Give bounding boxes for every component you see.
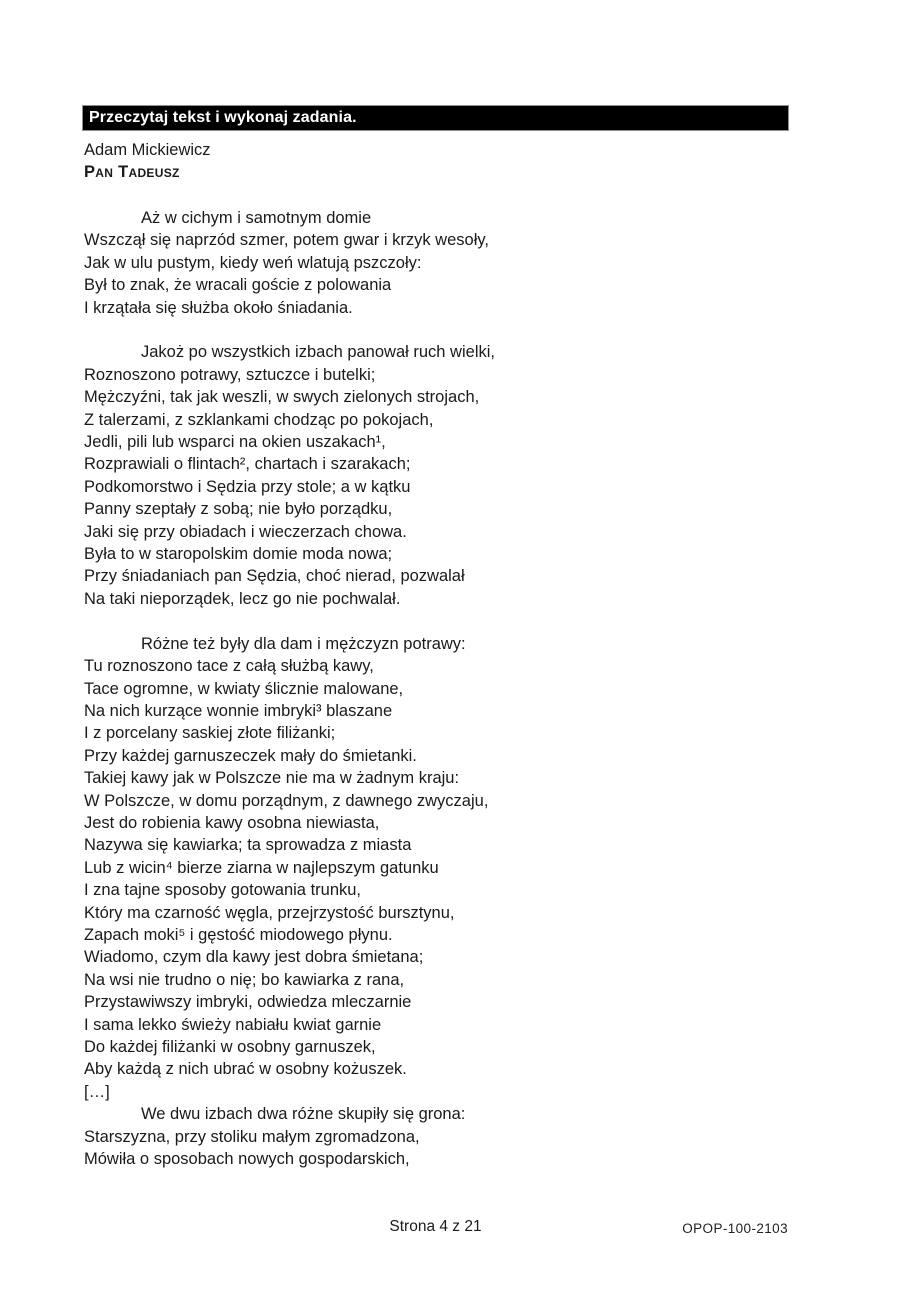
poem-line: Wiadomo, czym dla kawy jest dobra śmietana; bbox=[84, 948, 424, 967]
poem-line: Był to znak, że wracali goście z polowania bbox=[84, 276, 392, 295]
poem-line: Zapach moki⁵ i gęstość miodowego płynu. bbox=[84, 925, 393, 944]
poem-line: Mężczyźni, tak jak weszli, w swych zielonych strojach, bbox=[84, 388, 480, 407]
poem-line: Wszczął się naprzód szmer, potem gwar i krzyk wesoły, bbox=[84, 231, 489, 250]
author-name: Adam Mickiewicz bbox=[84, 141, 211, 159]
poem-line: Takiej kawy jak w Polszcze nie ma w żadnym kraju: bbox=[84, 769, 460, 788]
stanza bbox=[84, 633, 744, 1171]
poem-line: Nazywa się kawiarka; ta sprowadza z miasta bbox=[84, 836, 412, 855]
work-title: Pan Tadeusz bbox=[84, 163, 180, 181]
poem-line: Roznoszono potrawy, sztuczce i butelki; bbox=[84, 365, 376, 384]
poem-line: I krzątała się służba około śniadania. bbox=[84, 298, 353, 317]
poem-line: Różne też były dla dam i mężczyzn potrawy: bbox=[141, 634, 466, 653]
poem-line: I z porcelany saskiej złote filiżanki; bbox=[84, 724, 336, 743]
stanza bbox=[84, 341, 744, 610]
poem-line: Aby każdą z nich ubrać w osobny kożuszek. bbox=[84, 1060, 407, 1079]
stanza bbox=[84, 207, 744, 319]
poem-line: Aż w cichym i samotnym domie bbox=[141, 209, 372, 227]
poem-line: Tace ogromne, w kwiaty ślicznie malowane, bbox=[84, 679, 404, 698]
poem-line: Przystawiwszy imbryki, odwiedza mleczarnie bbox=[84, 993, 412, 1012]
page-number: Strona 4 z 21 bbox=[389, 1218, 482, 1235]
poem-line: Lub z wicin⁴ bierze ziarna w najlepszym gatunku bbox=[84, 858, 439, 877]
poem-line: Tu roznoszono tace z całą służbą kawy, bbox=[84, 657, 374, 676]
poem-line: Przy śniadaniach pan Sędzia, choć nierad, pozwalał bbox=[84, 567, 465, 586]
poem-line: I zna tajne sposoby gotowania trunku, bbox=[84, 881, 362, 900]
poem-line: Rozprawiali o flintach², chartach i szarakach; bbox=[84, 455, 411, 474]
poem-line: Do każdej filiżanki w osobny garnuszek, bbox=[84, 1038, 376, 1056]
poem-line: Jaki się przy obiadach i wieczerzach chowa. bbox=[84, 522, 407, 541]
poem-line: Przy każdej garnuszeczek mały do śmietanki. bbox=[84, 746, 417, 765]
poem-line: Panny szeptały z sobą; nie było porządku, bbox=[84, 500, 393, 519]
poem-line: Podkomorstwo i Sędzia przy stole; a w kątku bbox=[84, 477, 411, 496]
poem-line: Jedli, pili lub wsparci na okien uszakach¹, bbox=[84, 433, 386, 452]
document-code: OPOP-100-2103 bbox=[682, 1221, 788, 1236]
poem-text bbox=[84, 207, 744, 1170]
instruction-banner-text: Przeczytaj tekst i wykonaj zadania. bbox=[89, 109, 357, 126]
poem-line: W Polszcze, w domu porządnym, z dawnego zwyczaju, bbox=[84, 791, 489, 810]
poem-line: Na wsi nie trudno o nię; bo kawiarka z rana, bbox=[84, 970, 405, 989]
poem-line: Z talerzami, z szklankami chodząc po pokojach, bbox=[84, 410, 434, 429]
poem-line: We dwu izbach dwa różne skupiły się grona: bbox=[141, 1105, 466, 1124]
poem-line: Jest do robienia kawy osobna niewiasta, bbox=[84, 813, 380, 832]
poem-line: Na taki nieporządek, lecz go nie pochwalał. bbox=[84, 589, 401, 608]
poem-line: Jak w ulu pustym, kiedy weń wlatują pszczoły: bbox=[84, 253, 422, 272]
poem-line: I sama lekko świeży nabiału kwiat garnie bbox=[84, 1015, 382, 1034]
poem-line: Na nich kurzące wonnie imbryki³ blaszane bbox=[84, 701, 393, 720]
poem-line: Mówiła o sposobach nowych gospodarskich, bbox=[84, 1150, 410, 1169]
poem-line: Starszyzna, przy stoliku małym zgromadzona, bbox=[84, 1127, 420, 1146]
poem-line: […] bbox=[84, 1082, 110, 1101]
poem-line: Jakoż po wszystkich izbach panował ruch wielki, bbox=[141, 343, 495, 362]
poem-line: Była to w staropolskim domie moda nowa; bbox=[84, 545, 393, 564]
poem-line: Który ma czarność węgla, przejrzystość bursztynu, bbox=[84, 903, 455, 922]
instruction-banner bbox=[83, 106, 788, 130]
